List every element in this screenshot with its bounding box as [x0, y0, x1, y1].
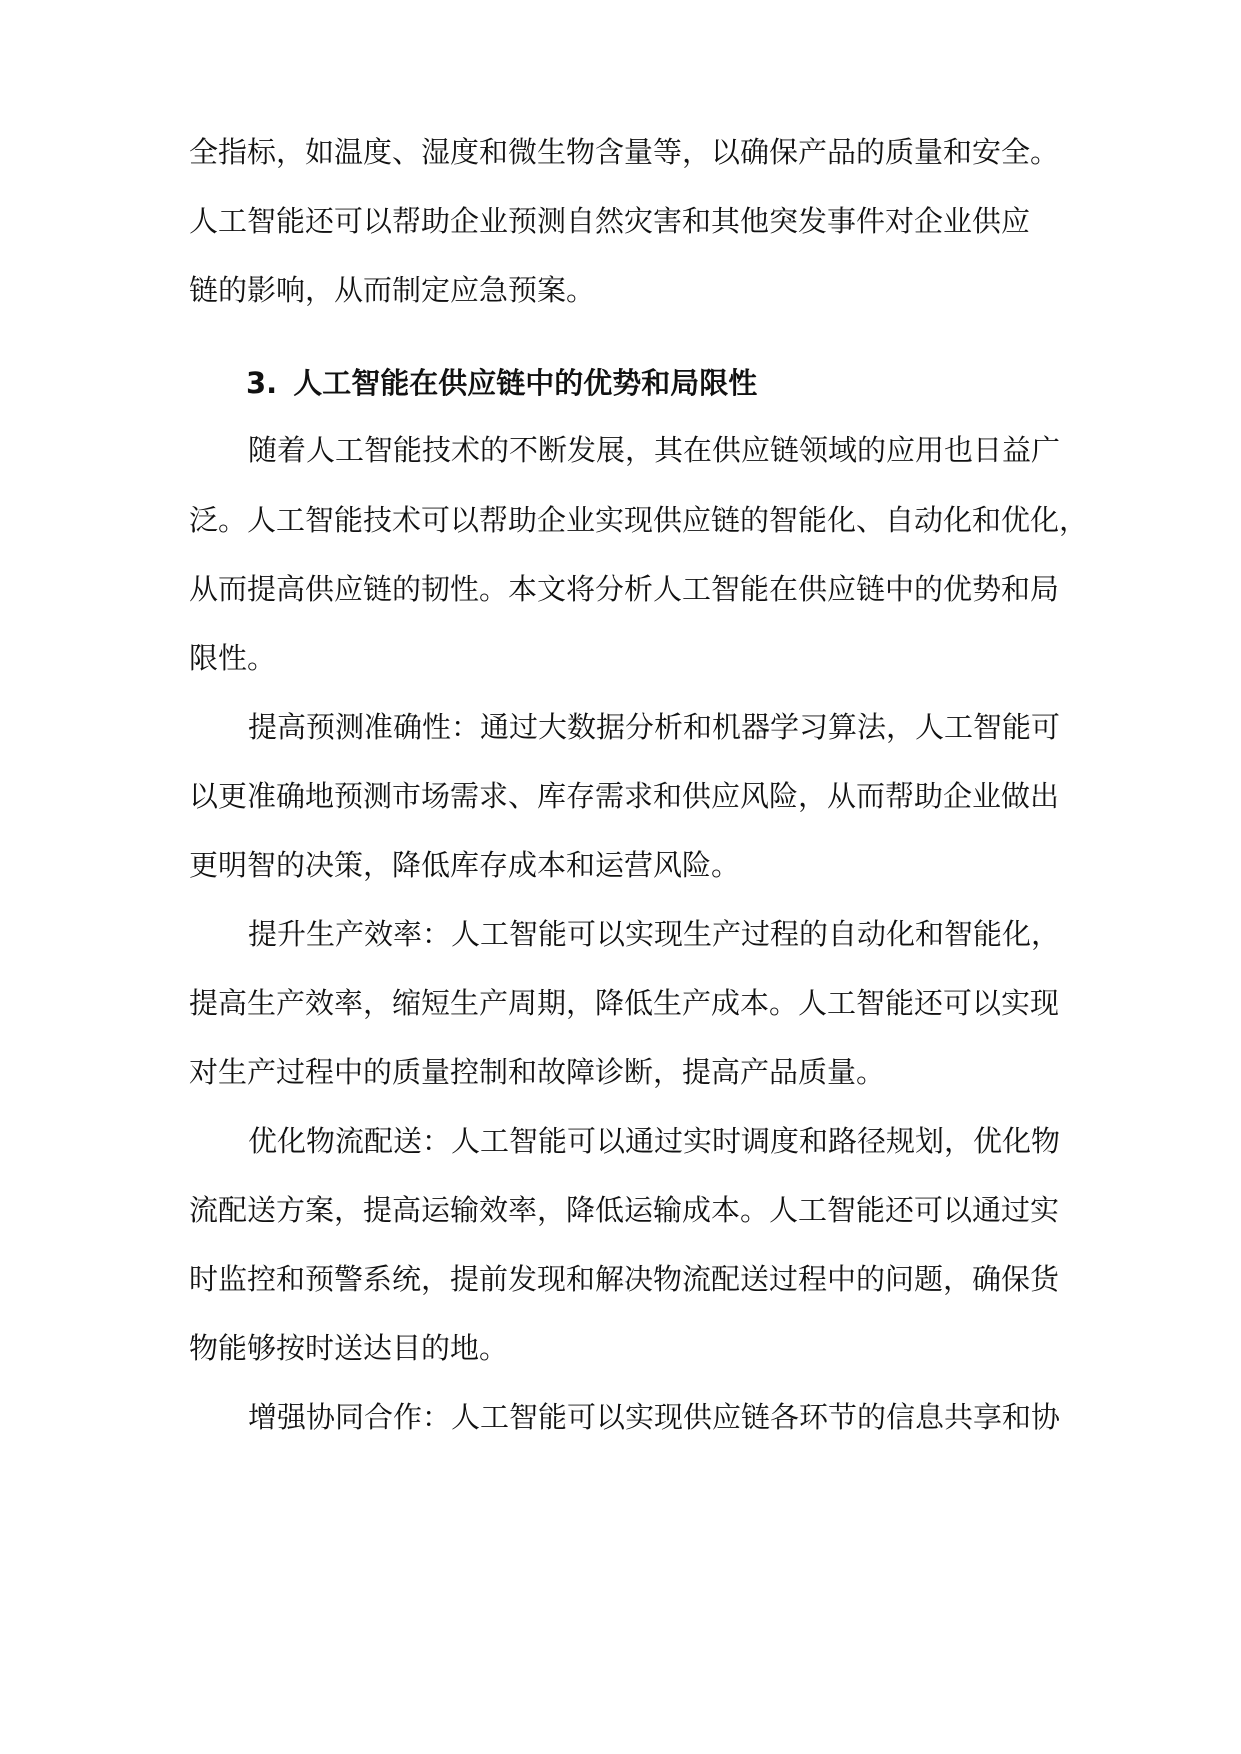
- text-line: 人工智能还可以帮助企业预测自然灾害和其他突发事件对企业供应: [189, 204, 1031, 238]
- paragraph-line: 流配送方案，提高运输效率，降低运输成本。人工智能还可以通过实: [189, 1193, 1060, 1227]
- paragraph-line: 随着人工智能技术的不断发展，其在供应链领域的应用也日益广: [248, 433, 1061, 467]
- paragraph-line: 增强协同合作：人工智能可以实现供应链各环节的信息共享和协: [248, 1400, 1061, 1434]
- paragraph-line: 优化物流配送：人工智能可以通过实时调度和路径规划，优化物: [248, 1124, 1061, 1158]
- paragraph-line: 更明智的决策，降低库存成本和运营风险。: [189, 848, 741, 882]
- paragraph-line: 以更准确地预测市场需求、库存需求和供应风险，从而帮助企业做出: [189, 779, 1060, 813]
- paragraph-line: 对生产过程中的质量控制和故障诊断，提高产品质量。: [189, 1055, 886, 1089]
- paragraph-line: 提高预测准确性：通过大数据分析和机器学习算法，人工智能可: [248, 710, 1061, 744]
- text-line: 链的影响，从而制定应急预案。: [189, 273, 596, 307]
- paragraph-line: 从而提高供应链的韧性。本文将分析人工智能在供应链中的优势和局: [189, 572, 1060, 606]
- paragraph-line: 限性。: [189, 641, 277, 675]
- paragraph-line: 提升生产效率：人工智能可以实现生产过程的自动化和智能化，: [248, 917, 1061, 951]
- paragraph-line: 物能够按时送达目的地。: [189, 1331, 509, 1365]
- paragraph-line: 时监控和预警系统，提前发现和解决物流配送过程中的问题，确保货: [189, 1262, 1060, 1296]
- paragraph-line: 提高生产效率，缩短生产周期，降低生产成本。人工智能还可以实现: [189, 986, 1060, 1020]
- paragraph-line: 泛。人工智能技术可以帮助企业实现供应链的智能化、自动化和优化，: [189, 503, 1089, 537]
- section-heading: [246, 363, 757, 403]
- section-title: 人工智能在供应链中的优势和局限性: [293, 366, 758, 400]
- section-number: 3.: [246, 366, 278, 400]
- text-line: 全指标，如温度、湿度和微生物含量等，以确保产品的质量和安全。: [189, 135, 1060, 169]
